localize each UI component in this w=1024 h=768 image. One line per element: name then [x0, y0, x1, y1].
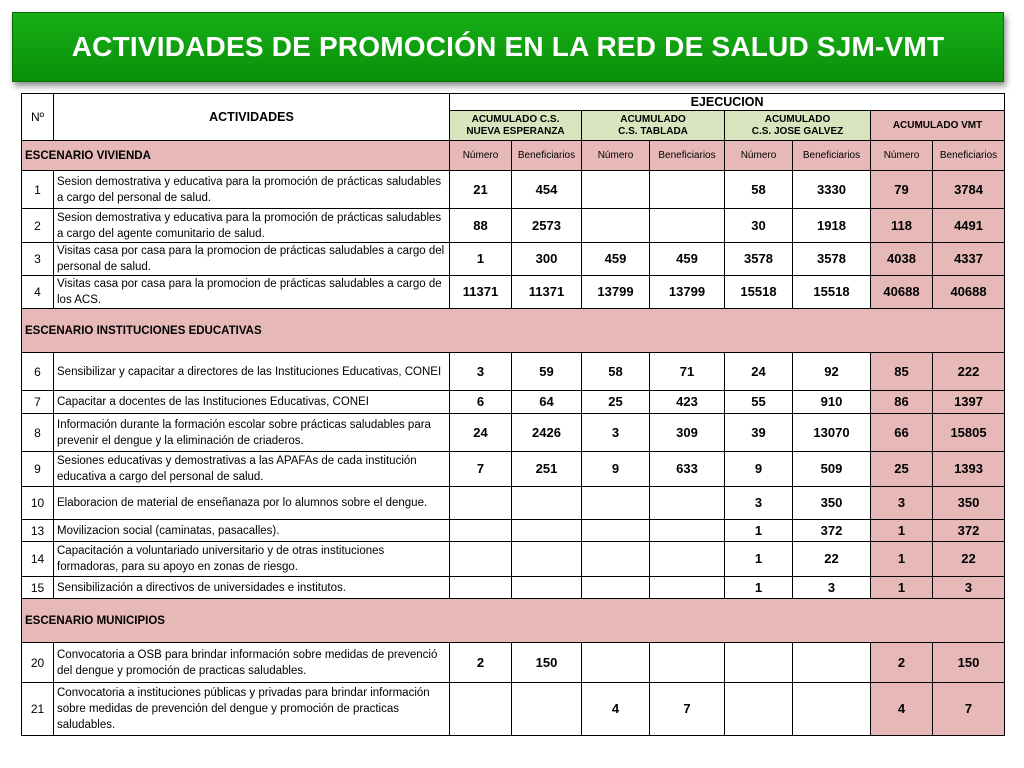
numero-value: 459 [582, 243, 650, 276]
beneficiarios-value: 64 [512, 391, 582, 414]
numero-value: 118 [871, 209, 933, 243]
section-title: ESCENARIO INSTITUCIONES EDUCATIVAS [22, 309, 1005, 353]
numero-value [450, 487, 512, 520]
numero-value [582, 171, 650, 209]
subheader-beneficiarios: Beneficiarios [512, 141, 582, 171]
group-label-2: C.S. JOSE GALVEZ [751, 125, 844, 137]
beneficiarios-value: 1393 [933, 452, 1005, 487]
numero-value: 25 [582, 391, 650, 414]
beneficiarios-value: 2426 [512, 414, 582, 452]
numero-value: 4 [582, 683, 650, 736]
table-row [22, 542, 1005, 577]
beneficiarios-value: 372 [793, 520, 871, 542]
row-number: 6 [22, 353, 54, 391]
beneficiarios-value: 7 [933, 683, 1005, 736]
numero-value: 13799 [582, 276, 650, 309]
beneficiarios-value: 3578 [793, 243, 871, 276]
beneficiarios-value [650, 577, 725, 599]
row-number: 7 [22, 391, 54, 414]
subheader-numero: Número [582, 141, 650, 171]
beneficiarios-value: 309 [650, 414, 725, 452]
numero-value [582, 542, 650, 577]
numero-value: 4 [871, 683, 933, 736]
header-ejecucion: EJECUCION [450, 94, 1005, 111]
row-number: 20 [22, 643, 54, 683]
numero-value: 15518 [725, 276, 793, 309]
beneficiarios-value: 633 [650, 452, 725, 487]
beneficiarios-value: 13799 [650, 276, 725, 309]
section-header-row [22, 309, 1005, 353]
group-label-2: C.S. TABLADA [618, 125, 688, 137]
numero-value: 88 [450, 209, 512, 243]
activity-description: Movilizacion social (caminatas, pasacalles). [54, 520, 450, 542]
beneficiarios-value: 92 [793, 353, 871, 391]
numero-value: 1 [450, 243, 512, 276]
subheader-beneficiarios: Beneficiarios [650, 141, 725, 171]
numero-value: 1 [871, 542, 933, 577]
numero-value: 9 [725, 452, 793, 487]
numero-value [450, 520, 512, 542]
numero-value: 85 [871, 353, 933, 391]
numero-value: 1 [871, 520, 933, 542]
numero-value: 40688 [871, 276, 933, 309]
subheader-beneficiarios: Beneficiarios [933, 141, 1005, 171]
activity-description: Visitas casa por casa para la promocion de prácticas saludables a cargo del personal de salud. [54, 243, 450, 276]
table-row [22, 276, 1005, 309]
beneficiarios-value: 15805 [933, 414, 1005, 452]
table-row [22, 577, 1005, 599]
activity-description: Información durante la formación escolar sobre prácticas saludables para prevenir el dengue y la eliminación de criaderos. [54, 414, 450, 452]
beneficiarios-value: 4337 [933, 243, 1005, 276]
group-label-1: ACUMULADO C.S. [471, 113, 560, 125]
numero-value: 55 [725, 391, 793, 414]
beneficiarios-value: 3330 [793, 171, 871, 209]
section-header-row [22, 141, 1005, 171]
row-number: 9 [22, 452, 54, 487]
beneficiarios-value: 251 [512, 452, 582, 487]
numero-value: 25 [871, 452, 933, 487]
table-row [22, 171, 1005, 209]
table-row [22, 452, 1005, 487]
beneficiarios-value [512, 487, 582, 520]
beneficiarios-value: 372 [933, 520, 1005, 542]
beneficiarios-value [512, 520, 582, 542]
table-row [22, 209, 1005, 243]
numero-value [450, 577, 512, 599]
numero-value: 58 [725, 171, 793, 209]
numero-value: 3 [450, 353, 512, 391]
group-vmt [871, 111, 1005, 141]
numero-value: 58 [582, 353, 650, 391]
numero-value: 3 [871, 487, 933, 520]
subheader-numero: Número [450, 141, 512, 171]
numero-value [725, 643, 793, 683]
row-number: 4 [22, 276, 54, 309]
section-title: ESCENARIO MUNICIPIOS [22, 599, 1005, 643]
beneficiarios-value [650, 542, 725, 577]
beneficiarios-value: 4491 [933, 209, 1005, 243]
numero-value: 2 [450, 643, 512, 683]
row-number: 13 [22, 520, 54, 542]
row-number: 15 [22, 577, 54, 599]
table-row [22, 487, 1005, 520]
numero-value [450, 683, 512, 736]
activity-description: Convocatoria a instituciones públicas y privadas para brindar información sobre medidas de prevención del dengue y promoción de practicas saludables. [54, 683, 450, 736]
activity-description: Sensibilización a directivos de universidades e institutos. [54, 577, 450, 599]
table-row [22, 243, 1005, 276]
beneficiarios-value: 423 [650, 391, 725, 414]
row-number: 2 [22, 209, 54, 243]
beneficiarios-value: 2573 [512, 209, 582, 243]
numero-value [582, 487, 650, 520]
beneficiarios-value: 71 [650, 353, 725, 391]
numero-value: 1 [725, 542, 793, 577]
beneficiarios-value: 459 [650, 243, 725, 276]
numero-value: 3578 [725, 243, 793, 276]
beneficiarios-value: 11371 [512, 276, 582, 309]
beneficiarios-value: 350 [793, 487, 871, 520]
group-label-1: ACUMULADO [764, 113, 831, 125]
beneficiarios-value: 222 [933, 353, 1005, 391]
numero-value: 86 [871, 391, 933, 414]
row-number: 14 [22, 542, 54, 577]
header-number: Nº [22, 94, 54, 141]
beneficiarios-value: 910 [793, 391, 871, 414]
beneficiarios-value [512, 542, 582, 577]
beneficiarios-value: 3784 [933, 171, 1005, 209]
beneficiarios-value: 22 [793, 542, 871, 577]
activity-description: Sesion demostrativa y educativa para la promoción de prácticas saludables a cargo del personal de salud. [54, 171, 450, 209]
section-title: ESCENARIO VIVIENDA [22, 141, 450, 171]
group-label-1: ACUMULADO VMT [892, 119, 983, 131]
row-number: 1 [22, 171, 54, 209]
beneficiarios-value [650, 520, 725, 542]
activity-description: Capacitar a docentes de las Instituciones Educativas, CONEI [54, 391, 450, 414]
beneficiarios-value: 13070 [793, 414, 871, 452]
subheader-numero: Número [725, 141, 793, 171]
table-row [22, 353, 1005, 391]
beneficiarios-value: 15518 [793, 276, 871, 309]
subheader-numero: Número [871, 141, 933, 171]
numero-value [582, 520, 650, 542]
numero-value: 11371 [450, 276, 512, 309]
activity-description: Capacitación a voluntariado universitario y de otras instituciones formadoras, para su apoyo en zonas de riesgo. [54, 542, 450, 577]
row-number: 8 [22, 414, 54, 452]
beneficiarios-value [650, 171, 725, 209]
beneficiarios-value: 350 [933, 487, 1005, 520]
table-row [22, 414, 1005, 452]
numero-value: 1 [725, 577, 793, 599]
table-row [22, 520, 1005, 542]
row-number: 3 [22, 243, 54, 276]
beneficiarios-value: 300 [512, 243, 582, 276]
numero-value: 3 [725, 487, 793, 520]
beneficiarios-value: 454 [512, 171, 582, 209]
numero-value: 6 [450, 391, 512, 414]
numero-value: 9 [582, 452, 650, 487]
numero-value [450, 542, 512, 577]
row-number: 10 [22, 487, 54, 520]
numero-value: 1 [871, 577, 933, 599]
beneficiarios-value [650, 643, 725, 683]
beneficiarios-value: 3 [933, 577, 1005, 599]
numero-value: 79 [871, 171, 933, 209]
activity-description: Sesiones educativas y demostrativas a las APAFAs de cada institución educativa a cargo del personal de salud. [54, 452, 450, 487]
numero-value: 3 [582, 414, 650, 452]
beneficiarios-value: 59 [512, 353, 582, 391]
beneficiarios-value: 7 [650, 683, 725, 736]
row-number: 21 [22, 683, 54, 736]
group-label-1: ACUMULADO [620, 113, 686, 125]
beneficiarios-value [793, 643, 871, 683]
numero-value: 2 [871, 643, 933, 683]
numero-value [582, 577, 650, 599]
beneficiarios-value: 3 [793, 577, 871, 599]
numero-value: 66 [871, 414, 933, 452]
table-row [22, 643, 1005, 683]
subheader-beneficiarios: Beneficiarios [793, 141, 871, 171]
beneficiarios-value [650, 487, 725, 520]
activity-description: Sesion demostrativa y educativa para la promoción de prácticas saludables a cargo del agente comunitario de salud. [54, 209, 450, 243]
beneficiarios-value [512, 577, 582, 599]
numero-value: 1 [725, 520, 793, 542]
beneficiarios-value: 150 [933, 643, 1005, 683]
beneficiarios-value: 1397 [933, 391, 1005, 414]
activity-description: Convocatoria a OSB para brindar información sobre medidas de prevenció del dengue y promoción de practicas saludables. [54, 643, 450, 683]
activities-table [21, 93, 1005, 736]
table-row [22, 683, 1005, 736]
activity-description: Elaboracion de material de enseñanaza por lo alumnos sobre el dengue. [54, 487, 450, 520]
group-tablada [582, 111, 725, 141]
beneficiarios-value [650, 209, 725, 243]
numero-value [582, 209, 650, 243]
title-banner [12, 12, 1004, 82]
activity-description: Visitas casa por casa para la promocion de prácticas saludables a cargo de los ACS. [54, 276, 450, 309]
beneficiarios-value [793, 683, 871, 736]
numero-value: 7 [450, 452, 512, 487]
numero-value: 30 [725, 209, 793, 243]
numero-value: 24 [725, 353, 793, 391]
beneficiarios-value: 150 [512, 643, 582, 683]
beneficiarios-value: 509 [793, 452, 871, 487]
numero-value: 39 [725, 414, 793, 452]
beneficiarios-value: 40688 [933, 276, 1005, 309]
numero-value: 21 [450, 171, 512, 209]
section-header-row [22, 599, 1005, 643]
page-title: ACTIVIDADES DE PROMOCIÓN EN LA RED DE SALUD SJM-VMT [71, 31, 945, 62]
numero-value: 4038 [871, 243, 933, 276]
group-nueva-esperanza [450, 111, 582, 141]
table-row [22, 391, 1005, 414]
header-actividades: ACTIVIDADES [54, 94, 450, 141]
numero-value [582, 643, 650, 683]
group-jose-galvez [725, 111, 871, 141]
group-label-2: NUEVA ESPERANZA [466, 125, 565, 137]
beneficiarios-value [512, 683, 582, 736]
activity-description: Sensibilizar y capacitar a directores de las Instituciones Educativas, CONEI [54, 353, 450, 391]
beneficiarios-value: 1918 [793, 209, 871, 243]
beneficiarios-value: 22 [933, 542, 1005, 577]
numero-value [725, 683, 793, 736]
numero-value: 24 [450, 414, 512, 452]
